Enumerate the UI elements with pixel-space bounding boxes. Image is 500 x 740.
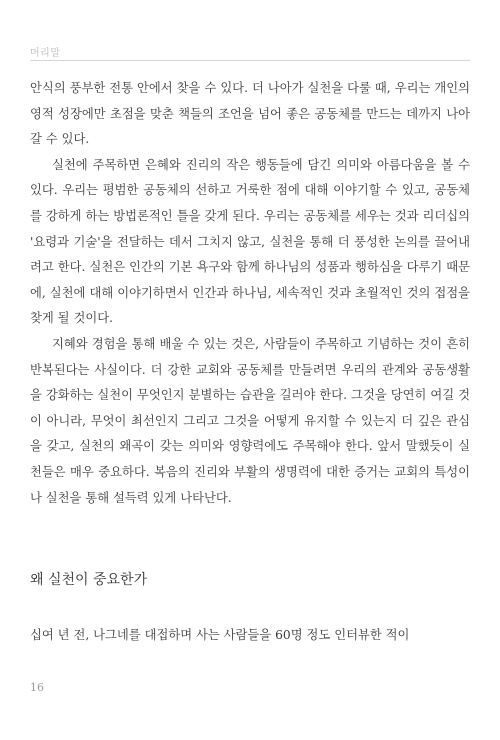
header-divider	[30, 60, 470, 61]
paragraph-1: 안식의 풍부한 전통 안에서 찾을 수 있다. 더 나아가 실천을 다룰 때, 우리는 개인의 영적 성장에만 초점을 맞춘 책들의 조언을 넘어 좋은 공동체를 만드는 데까지 나아갈 수 있다.	[30, 81, 470, 147]
paragraph-3: 지혜와 경험을 통해 배울 수 있는 것은, 사람들이 주목하고 기념하는 것이 흔히 반복된다는 사실이다. 더 강한 교회와 공동체를 만들려면 우리의 관계와 공동생활을 강화하는 실천이 무엇인지 분별하는 습관을 길러야 한다. 그것을 당연히 여길 것이 아니라, 무엇이 최선인지 그리고 그것을 어떻게 유지할 수 있는지 더 깊은 관심을 갖고, 실천의 왜곡이 갖는 의미와 영향력에도 주목해야 한다. 앞서 말했듯이 실천들은 매우 중요하다. 복음의 진리와 부활의 생명력에 대한 증거는 교회의 특성이나 실천을 통해 설득력 있게 나타난다.	[30, 336, 470, 505]
running-header: 머리말	[30, 48, 61, 59]
page-number: 16	[30, 681, 44, 694]
paragraph-2: 실천에 주목하면 은혜와 진리의 작은 행동들에 담긴 의미와 아름다움을 볼 수 있다. 우리는 평범한 공동체의 선하고 거룩한 점에 대해 이야기할 수 있고, 공동체를 강하게 하는 방법론적인 틀을 갖게 된다. 우리는 공동체를 세우는 것과 리더십의 '요령과 기술'을 전달하는 데서 그치지 않고, 실천을 통해 더 풍성한 논의를 끌어내려고 한다. 실천은 인간의 기본 욕구와 함께 하나님의 성품과 행하심을 다루기 때문에, 실천에 대해 이야기하면서 인간과 하나님, 세속적인 것과 초월적인 것의 접점을 찾게 될 것이다.	[30, 157, 470, 326]
section-heading: 왜 실천이 중요한가	[30, 572, 148, 588]
body-text	[30, 76, 470, 511]
section-first-line: 십여 년 전, 나그네를 대접하며 사는 사람들을 60명 정도 인터뷰한 적이	[30, 628, 410, 642]
